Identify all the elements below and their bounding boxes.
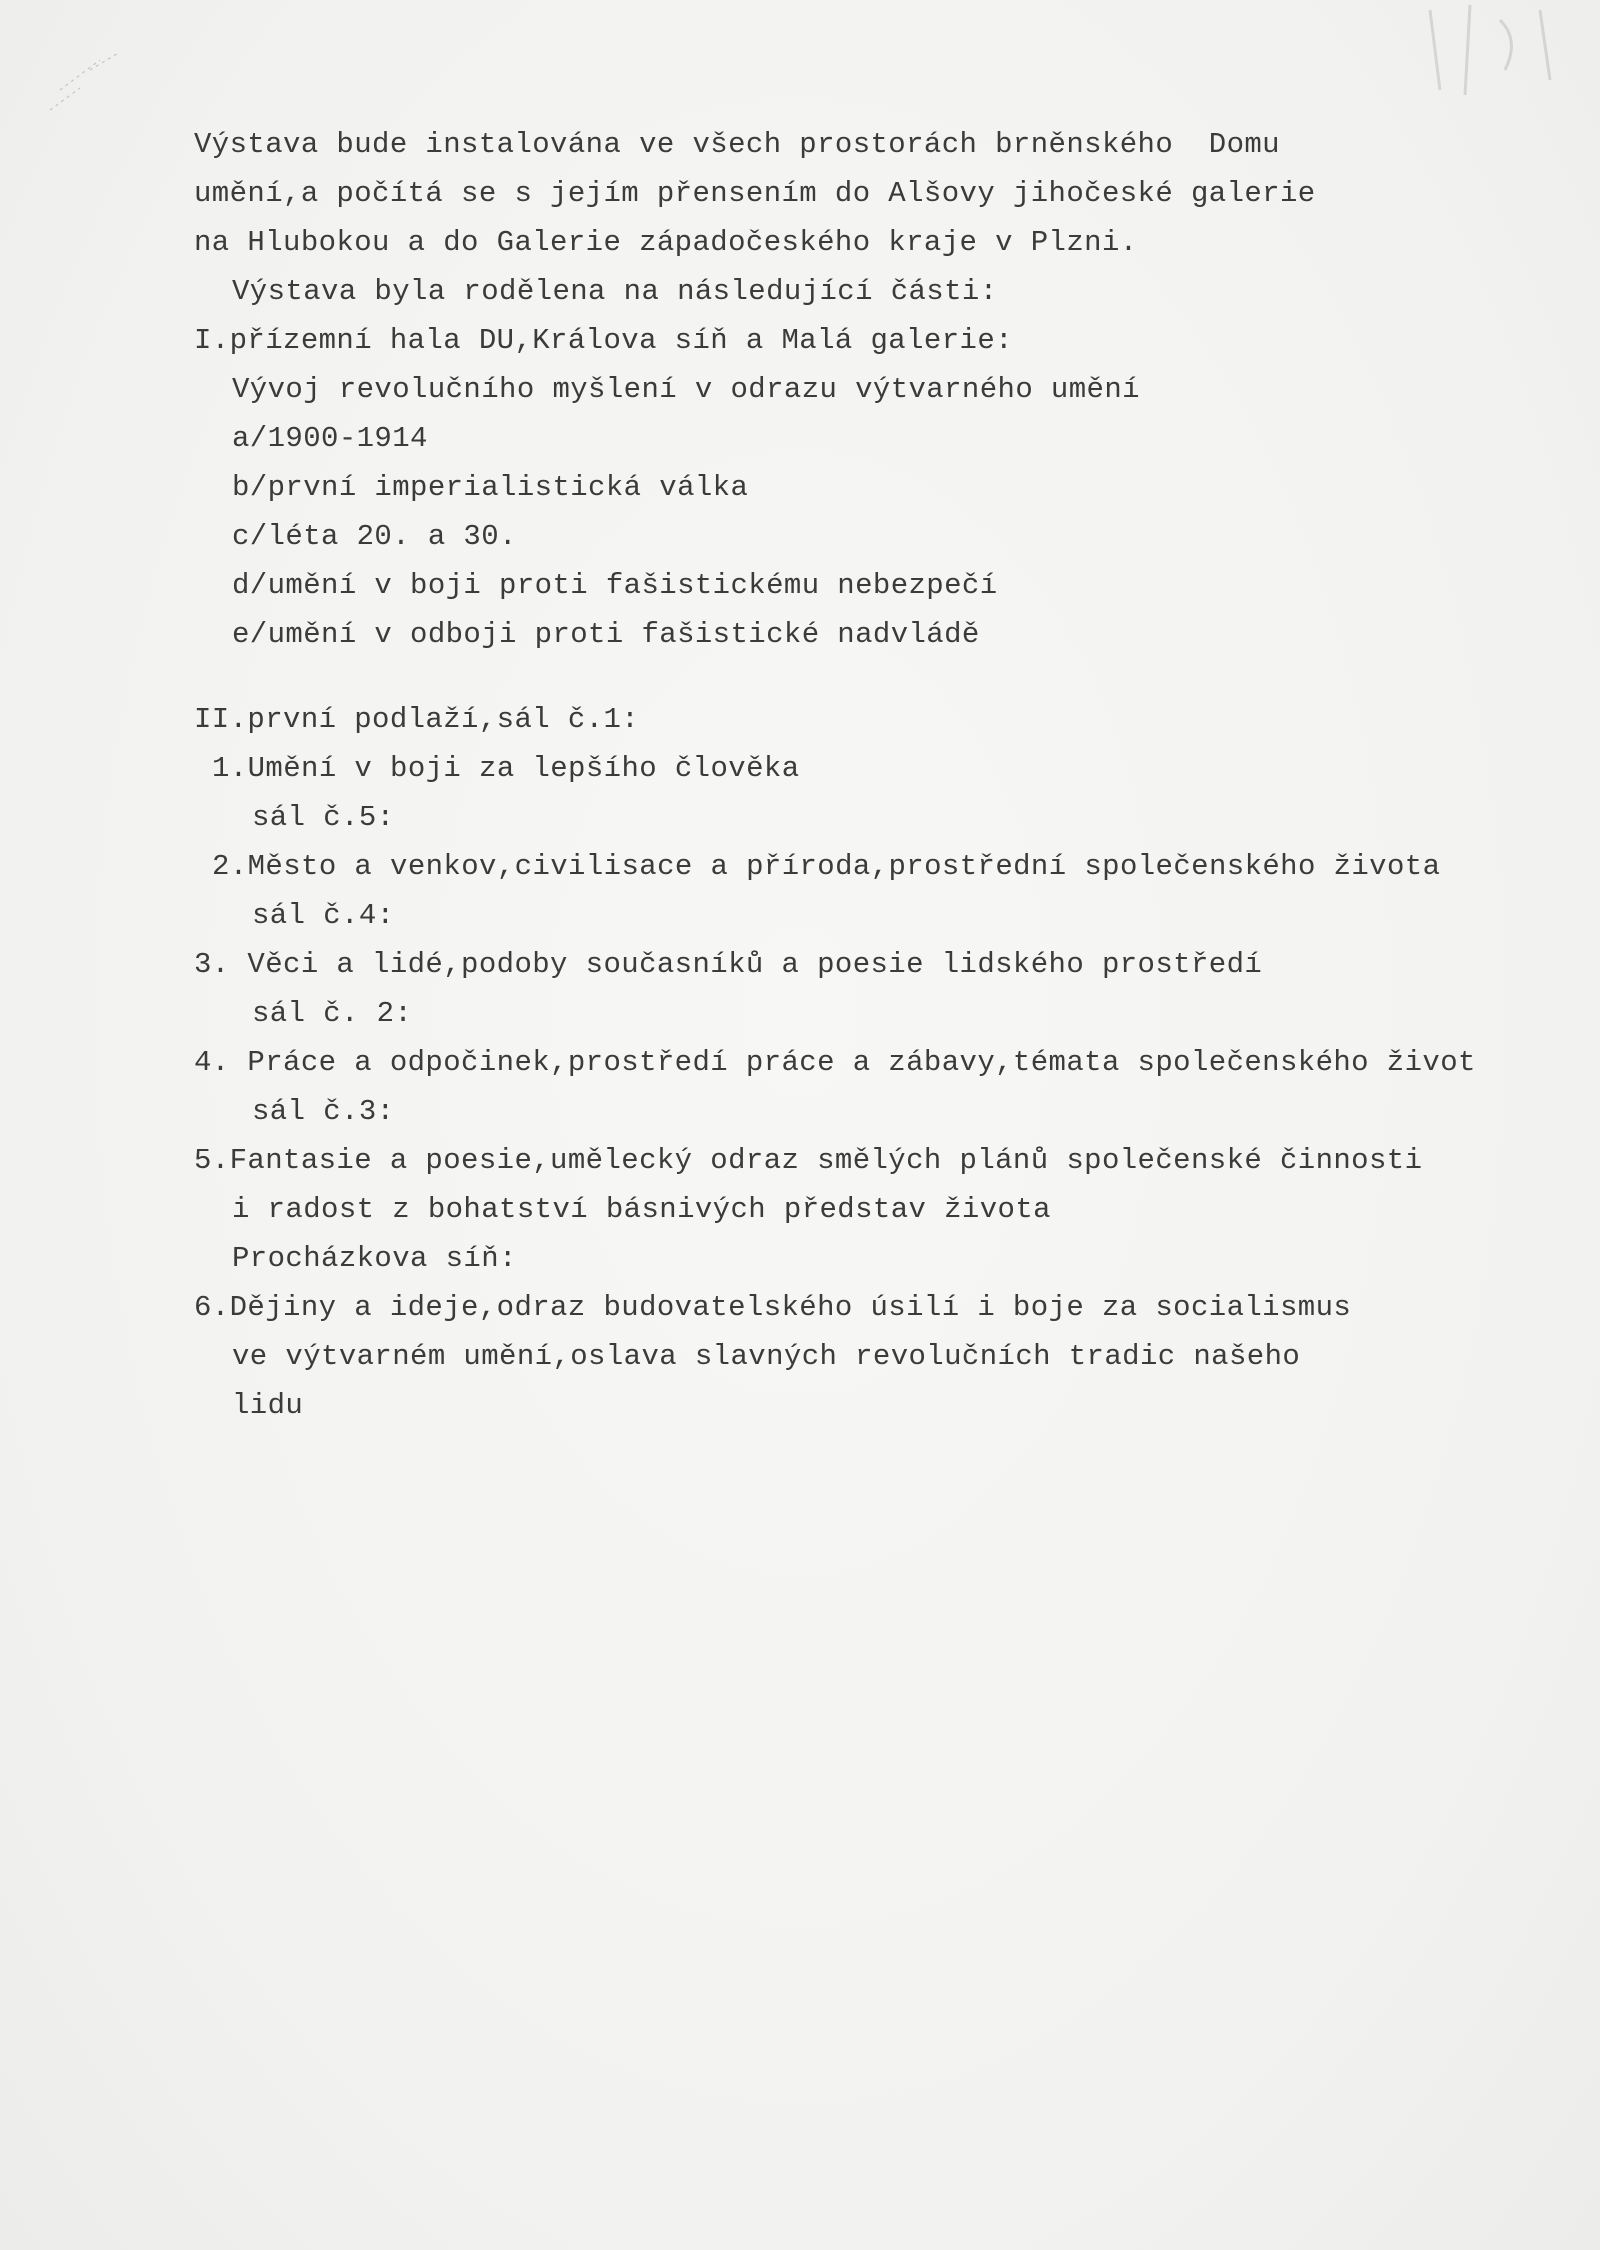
room-label: sál č.5: <box>252 801 395 834</box>
list-item: d/umění v boji proti fašistickému nebezpečí <box>232 569 998 602</box>
list-item: 3. Věci a lidé,podoby současníků a poesie lidského prostředí <box>194 948 1263 981</box>
text-line: Výstava byla rodělena na následující části: <box>232 275 998 308</box>
text-line: na Hlubokou a do Galerie západočeského kraje v Plzni. <box>194 226 1138 259</box>
text-line: ve výtvarném umění,oslava slavných revolučních tradic našeho <box>232 1340 1301 1373</box>
list-item: 2.Město a venkov,civilisace a příroda,prostřední společenského života <box>212 850 1441 883</box>
list-item: c/léta 20. a 30. <box>232 520 517 553</box>
room-label: sál č. 2: <box>252 997 413 1030</box>
text-line: Vývoj revolučního myšlení v odrazu výtvarného umění <box>232 373 1140 406</box>
list-item: 5.Fantasie a poesie,umělecký odraz smělých plánů společenské činnosti <box>194 1144 1423 1177</box>
section-heading: II.první podlaží,sál č.1: <box>194 703 640 736</box>
room-label: sál č.3: <box>252 1095 395 1128</box>
list-item: e/umění v odboji proti fašistické nadvládě <box>232 618 980 651</box>
text-line: i radost z bohatství básnivých představ života <box>232 1193 1051 1226</box>
room-label: sál č.4: <box>252 899 395 932</box>
text-line: lidu <box>232 1389 304 1422</box>
room-label: Procházkova síň: <box>232 1242 517 1275</box>
section-heading: I.přízemní hala DU,Králova síň a Malá galerie: <box>194 324 1013 357</box>
text-line: Výstava bude instalována ve všech prostorách brněnského Domu <box>194 128 1280 161</box>
text-line: umění,a počítá se s jejím přensením do Alšovy jihočeské galerie <box>194 177 1316 210</box>
list-item: 4. Práce a odpočinek,prostředí práce a zábavy,témata společenského život <box>194 1046 1476 1079</box>
list-item: 6.Dějiny a ideje,odraz budovatelského úsilí i boje za socialismus <box>194 1291 1352 1324</box>
list-item: 1.Umění v boji za lepšího člověka <box>212 752 800 785</box>
list-item: b/první imperialistická válka <box>232 471 749 504</box>
list-item: a/1900-1914 <box>232 422 428 455</box>
